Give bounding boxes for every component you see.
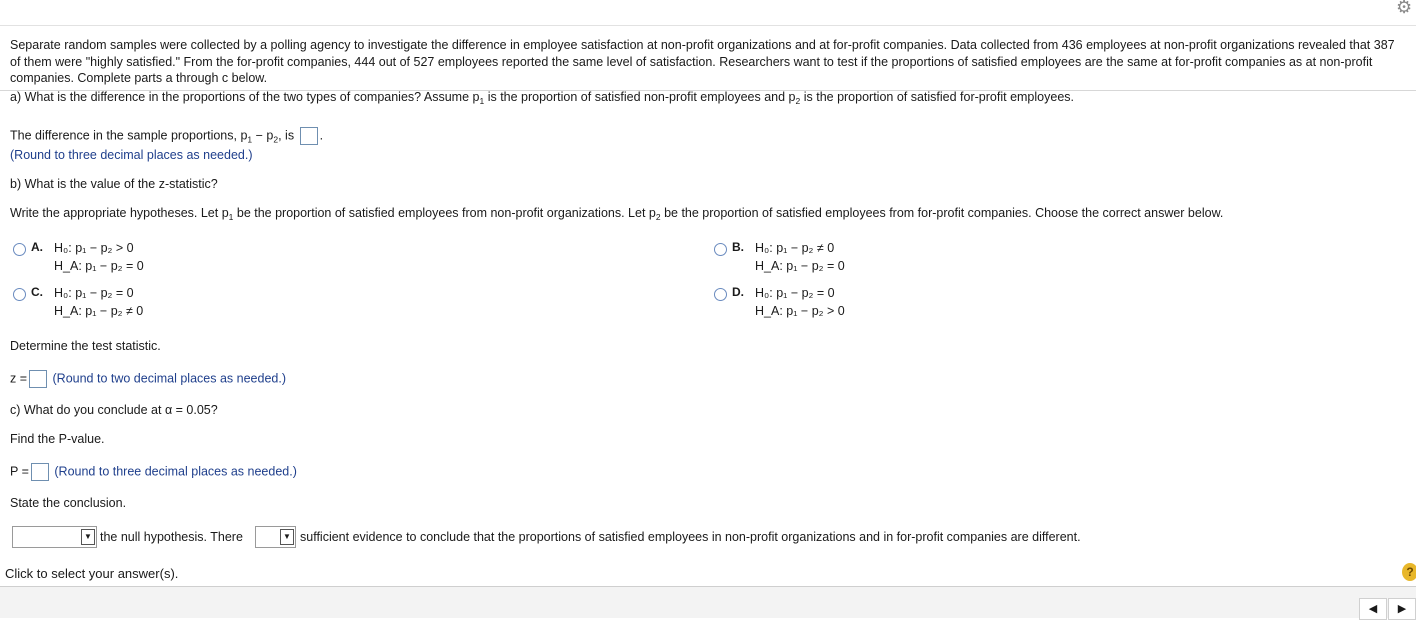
pvalue-label: Find the P-value. <box>10 432 105 446</box>
part-a-answer-line: The difference in the sample proportions, $p_1 - p_2$, is . <box>10 128 324 145</box>
option-b-letter: B. <box>732 240 744 254</box>
top-divider <box>0 25 1416 26</box>
state-conclusion-label: State the conclusion. <box>10 496 127 510</box>
p-line: P = (Round to three decimal places as needed.) <box>10 463 297 481</box>
z-input[interactable] <box>29 370 47 388</box>
settings-gear-icon[interactable]: ⚙ <box>1396 0 1413 17</box>
option-b-ha: H_A: p₁ − p₂ = 0 <box>755 259 845 273</box>
dropdown-arrow-icon: ▼ <box>81 529 95 545</box>
status-text: Click to select your answer(s). <box>5 566 179 581</box>
option-c-radio[interactable] <box>13 288 26 301</box>
part-a-question: a) What is the difference in the proportions of the two types of companies? Assume $p_1$ is the proportion of satisfied non-profit employees and $p_2$ is the proportion of satisfied for-profit employees. <box>10 90 1074 106</box>
evidence-dropdown[interactable] <box>255 526 296 548</box>
option-d-ha: H_A: p₁ − p₂ > 0 <box>755 304 845 318</box>
test-stat-label: Determine the test statistic. <box>10 339 161 353</box>
option-c-letter: C. <box>31 285 43 299</box>
problem-intro: Separate random samples were collected by a polling agency to investigate the difference in employee satisfaction at non-profit organizations and at for-profit companies. Data collected from 436 employees at non-profit organizations revealed that 387 of them were "highly satisfied." From the for-profit companies, 444 out of 527 employees reported the same level of satisfaction. Researchers want to test if the proportions of satisfied employees are the same at for-profit companies as at non-profit companies. Complete parts a through c below. <box>10 38 1395 85</box>
conclusion-post-text: sufficient evidence to conclude that the proportions of satisfied employees in non-profit organizations and in for-profit companies are different. <box>300 530 1081 544</box>
difference-input[interactable] <box>300 127 318 145</box>
z-line: z = (Round to two decimal places as needed.) <box>10 370 286 388</box>
help-icon[interactable]: ? <box>1402 563 1416 581</box>
reject-decision-dropdown[interactable] <box>12 526 97 548</box>
option-a-radio[interactable] <box>13 243 26 256</box>
option-d-letter: D. <box>732 285 744 299</box>
dropdown-arrow-icon: ▼ <box>280 529 294 545</box>
part-b-question: b) What is the value of the z-statistic? <box>10 177 218 191</box>
previous-arrow-icon[interactable]: ◀ <box>1359 598 1387 620</box>
conclusion-mid-text: the null hypothesis. There <box>100 530 243 544</box>
option-d-h0: H₀: p₁ − p₂ = 0 <box>755 286 835 300</box>
part-c-question: c) What do you conclude at α = 0.05? <box>10 403 218 417</box>
footer-bar <box>0 587 1416 618</box>
option-c-ha: H_A: p₁ − p₂ ≠ 0 <box>54 304 144 318</box>
hypotheses-instruction: Write the appropriate hypotheses. Let $p_1$ be the proportion of satisfied employees from non-profit organizations. Let $p_2$ be the proportion of satisfied employees from for-profit companies. Choose the correct answer below. <box>10 206 1224 222</box>
part-a-hint: (Round to three decimal places as needed.) <box>10 148 253 162</box>
option-a-ha: H_A: p₁ − p₂ = 0 <box>54 259 144 273</box>
option-a-h0: H₀: p₁ − p₂ > 0 <box>54 241 134 255</box>
option-d-radio[interactable] <box>714 288 727 301</box>
option-a-letter: A. <box>31 240 43 254</box>
option-b-radio[interactable] <box>714 243 727 256</box>
option-b-h0: H₀: p₁ − p₂ ≠ 0 <box>755 241 835 255</box>
option-c-h0: H₀: p₁ − p₂ = 0 <box>54 286 134 300</box>
next-arrow-icon[interactable]: ▶ <box>1388 598 1416 620</box>
p-input[interactable] <box>31 463 49 481</box>
